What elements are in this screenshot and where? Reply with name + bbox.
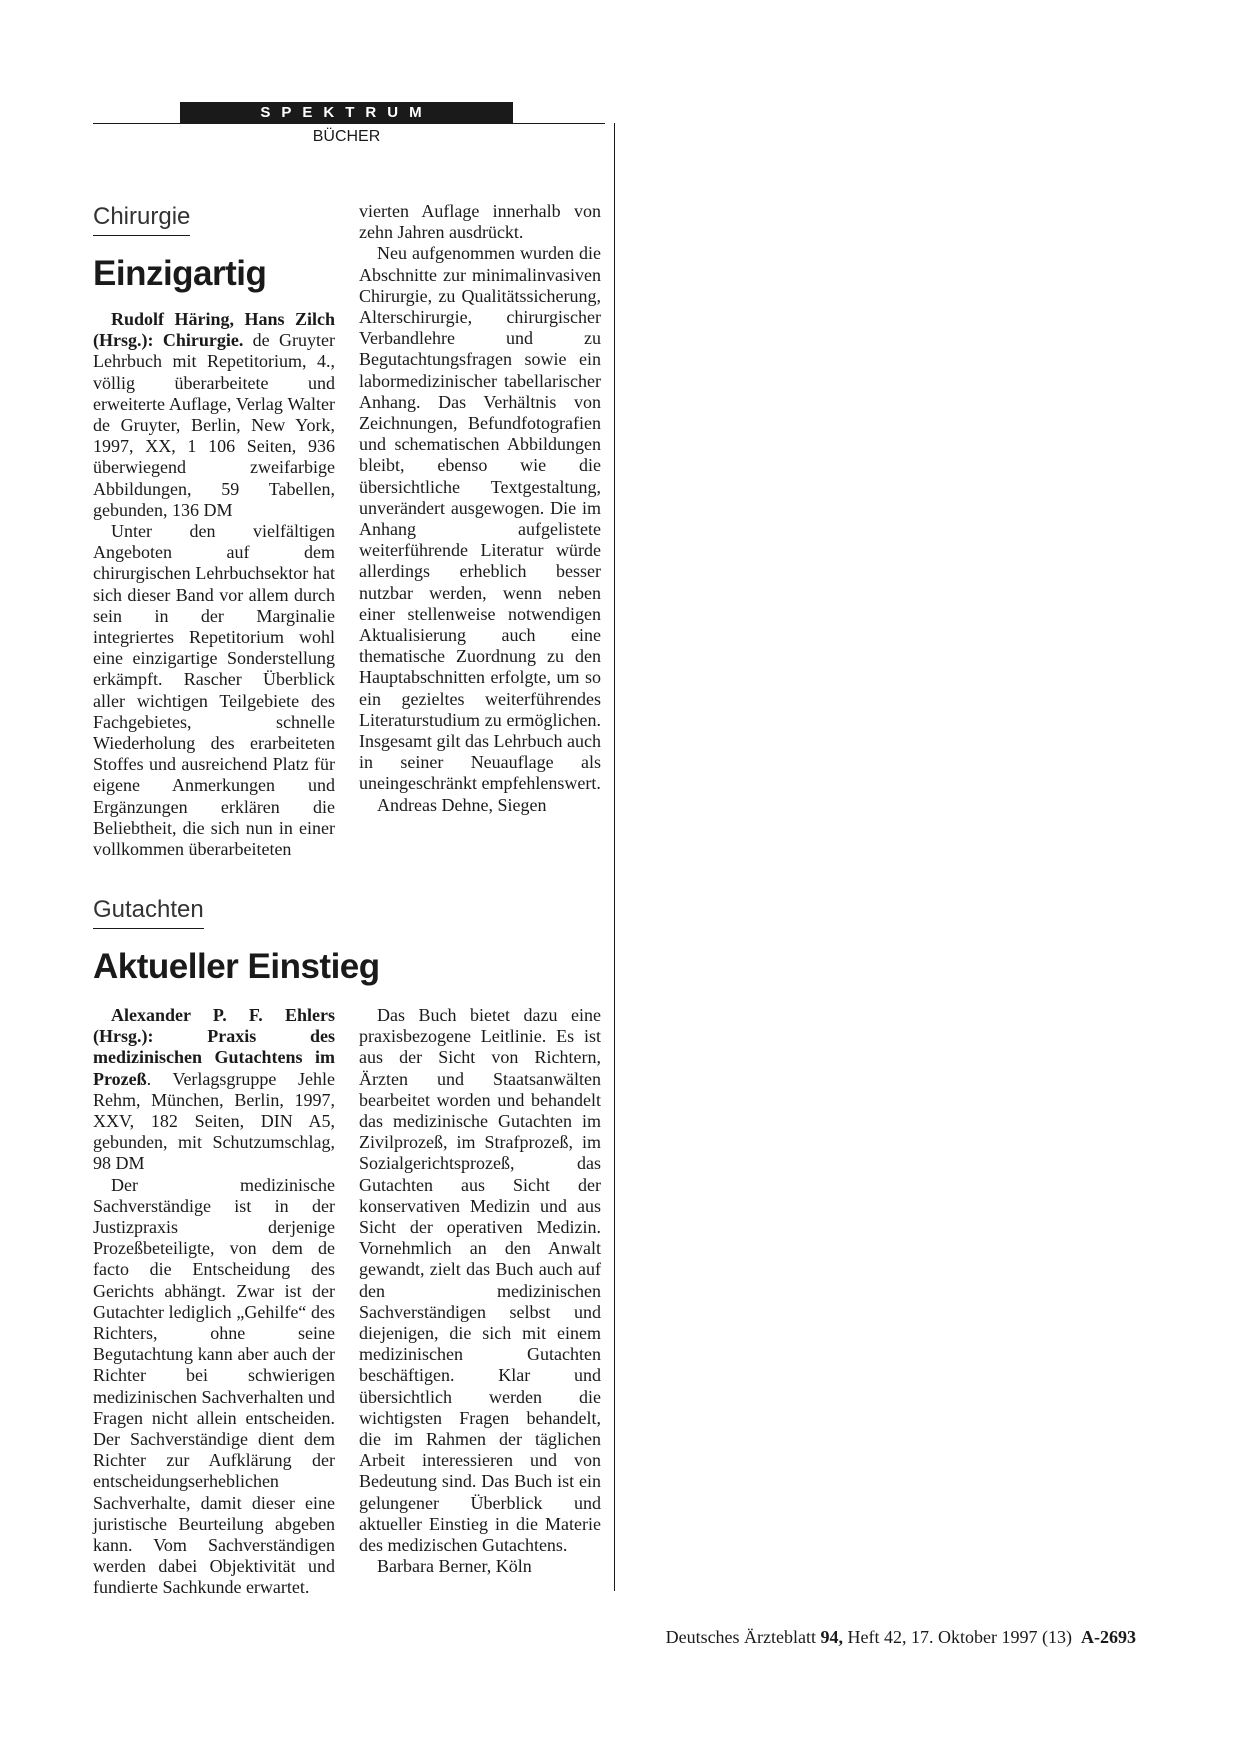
review2-citation-rest: . Verlagsgruppe Jehle Rehm, München, Berlin, 1997, XXV, 182 Seiten, DIN A5, gebunden, mit Schutzumschlag, 98 DM: [93, 1068, 335, 1174]
review1-paragraph-1-continued: vierten Auflage innerhalb von zehn Jahren ausdrückt.: [359, 201, 601, 243]
footer-volume: 94,: [820, 1627, 844, 1647]
review2-paragraph-2: Das Buch bietet dazu eine praxisbezogene Leitlinie. Es ist aus der Sicht von Richtern, Ärzten und Staatsanwälten bearbeitet worden und behandelt das medizinische Gutachten im Zivilprozeß, im Strafprozeß, im Sozialgerichtsprozeß, das Gutachten aus Sicht der konservativen Medizin und aus Sicht der operativen Medizin. Vornehmlich an den Anwalt gewandt, zielt das Buch auch auf den medizinischen Sachverständigen selbst und diejenigen, die sich mit einem medizinischen Gutachten beschäftigen. Klar und übersichtlich werden die wichtigsten Fragen behandelt, die im Rahmen der täglichen Arbeit interessieren und von Bedeutung sind. Das Buch ist ein gelungener Überblick und aktueller Einstieg in die Materie des medizischen Gutachtens.: [359, 1005, 601, 1556]
review1-author: Andreas Dehne, Siegen: [377, 794, 547, 815]
review1-paragraph-2: Neu aufgenommen wurden die Abschnitte zur minimalinvasiven Chirurgie, zu Qualitätssicherung, Alterschirurgie, chirurgischer Verbandlehre und zu Begutachtungsfragen sowie ein labormedizinischer tabellarischer Anhang. Das Verhältnis von Zeichnungen, Befundfotografien und schematischen Abbildungen bleibt, ebenso wie die übersichtliche Textgestaltung, unverändert ausgewogen. Die im Anhang aufgelistete weiterführende Literatur würde allerdings erheblich besser nutzbar werden, wenn neben einer stellenweise notwendigen Aktualisierung auch eine thematische Zuordnung zu den Hauptabschnitten erfolgte, um so ein gezieltes weiterführendes Literaturstudium zu ermöglichen. Insgesamt gilt das Lehrbuch auch in seiner Neuauflage als uneingeschränkt empfehlenswert.: [359, 243, 601, 794]
footer-journal: Deutsches Ärzteblatt: [665, 1627, 821, 1647]
review2-column-left: [93, 1005, 335, 1599]
subsection-label: BÜCHER: [312, 128, 381, 145]
review1-citation: [93, 309, 335, 521]
review2-citation-bold: Alexander P. F. Ehlers (Hrsg.): Praxis des medizinischen Gutachtens im Prozeß: [93, 1005, 335, 1089]
page-footer: [666, 1627, 1136, 1648]
review1-citation-rest: de Gruyter Lehrbuch mit Repetitorium, 4., völlig überarbeitete und erweiterte Auflage, Verlag Walter de Gruyter, Berlin, New York, 1997, XX, 1 106 Seiten, 936 überwiegend zweifarbige Abbildungen, 59 Tabellen, gebunden, 136 DM: [93, 330, 336, 520]
review2-citation: [93, 1005, 335, 1175]
column-divider: [614, 123, 615, 1591]
footer-issue: Heft 42, 17. Oktober 1997 (13): [843, 1627, 1072, 1647]
review2-headline: Aktueller Einstieg: [93, 947, 380, 986]
review1-citation-bold: Rudolf Häring, Hans Zilch (Hrsg.): Chirurgie.: [93, 309, 335, 351]
header-rule: [93, 123, 605, 124]
review2-paragraph-1: Der medizinische Sachverständige ist in der Justizpraxis derjenige Prozeßbeteiligte, von dem de facto die Entscheidung des Gerichts abhängt. Zwar ist der Gutachter lediglich „Gehilfe“ des Richters, ohne seine Begutachtung kann aber auch der Richter bei schwierigen medizinischen Sachverhalten und Fragen nicht allein entscheiden. Der Sachverständige dient dem Richter zur Aufklärung der entscheidungserheblichen Sachverhalte, damit dieser eine juristische Beurteilung abgeben kann. Vom Sachverständigen werden dabei Objektivität und fundierte Sachkunde erwartet.: [93, 1174, 335, 1598]
review1-headline: Einzigartig: [93, 254, 267, 293]
review2-author: Barbara Berner, Köln: [377, 1556, 532, 1577]
review1-column-left: [93, 309, 335, 860]
review1-column-right: [359, 201, 601, 816]
footer-page-number: A-2693: [1081, 1627, 1136, 1647]
review2-kicker: Gutachten: [93, 896, 204, 929]
review1-kicker: Chirurgie: [93, 203, 190, 236]
review2-column-right: [359, 1005, 601, 1577]
section-bar: SPEKTRUM: [180, 102, 513, 123]
review1-paragraph-1: Unter den vielfältigen Angeboten auf dem chirurgischen Lehrbuchsektor hat sich dieser Band vor allem durch sein in der Marginalie integriertes Repetitorium wohl eine einzigartige Sonderstellung erkämpft. Rascher Überblick aller wichtigen Teilgebiete des Fachgebietes, schnelle Wiederholung des erarbeiteten Stoffes und ausreichend Platz für eigene Anmerkungen und Ergänzungen erklären die Beliebtheit, die sich nun in einer vollkommen überarbeiteten: [93, 521, 335, 860]
